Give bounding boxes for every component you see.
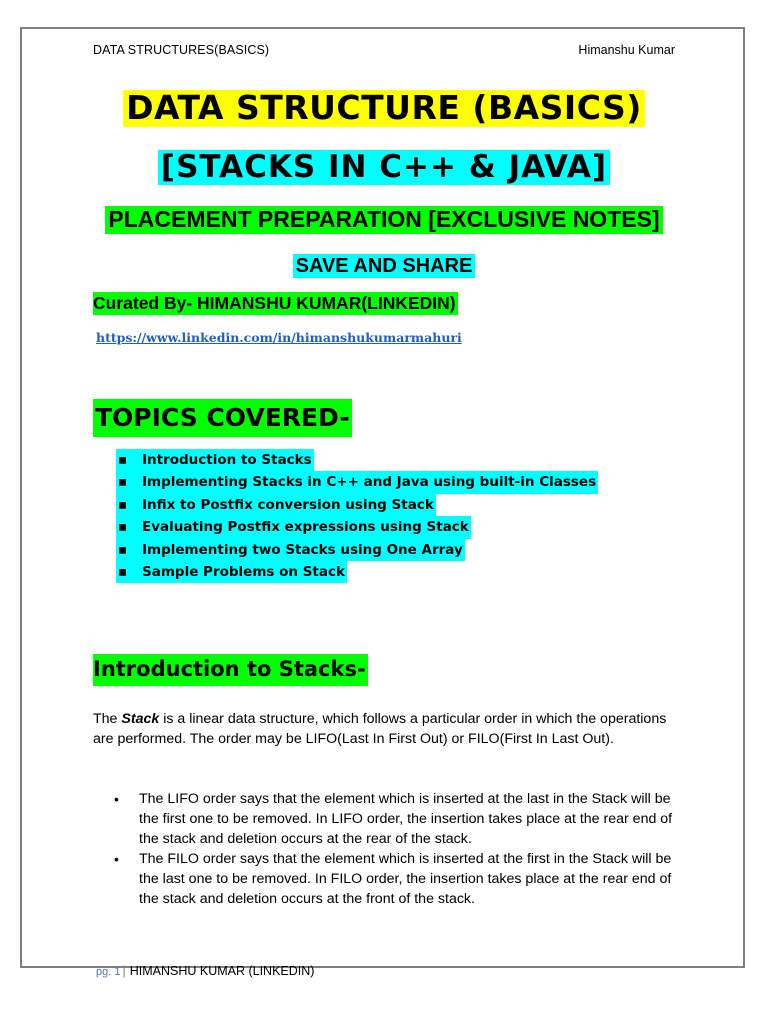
placement-heading: PLACEMENT PREPARATION [EXCLUSIVE NOTES]: [105, 206, 662, 234]
list-item: [116, 539, 598, 561]
main-title: DATA STRUCTURE (BASICS): [123, 90, 645, 127]
topic-label: Sample Problems on Stack: [142, 563, 345, 580]
main-title-row: [0, 90, 768, 127]
bullet-dot-icon: •: [114, 791, 119, 807]
header-right-text: Himanshu Kumar: [578, 43, 675, 57]
bullet-text: The FILO order says that the element which is inserted at the first in the Stack will be the last one to be removed. In FILO order, the insertion takes place at the rear end of the stack and deletion occurs at the front of the stack.: [139, 851, 672, 907]
topic-highlight: [116, 449, 314, 471]
square-bullet-icon: ▪: [118, 452, 128, 468]
list-item: [116, 471, 598, 493]
stack-term: Stack: [121, 711, 160, 728]
topic-label: Introduction to Stacks: [142, 452, 312, 468]
list-item: [116, 449, 598, 471]
list-item: [93, 789, 693, 849]
footer-text: HIMANSHU KUMAR (LINKEDIN): [129, 964, 315, 978]
save-and-share-heading: SAVE AND SHARE: [293, 254, 476, 278]
page-footer: [96, 964, 314, 978]
square-bullet-icon: ▪: [118, 519, 128, 536]
para-prefix: The: [93, 711, 122, 728]
linkedin-link[interactable]: https://www.linkedin.com/in/himanshukumarmahuri: [96, 330, 462, 345]
bullet-text: The LIFO order says that the element which is inserted at the last in the Stack will be the first one to be removed. In LIFO order, the insertion takes place at the rear end of the stack and deletion occurs at the rear of the stack.: [139, 791, 673, 847]
save-row: [0, 254, 768, 278]
square-bullet-icon: ▪: [118, 496, 128, 513]
intro-bullet-list: [93, 789, 693, 909]
topic-label: Implementing two Stacks using One Array: [142, 541, 463, 558]
square-bullet-icon: ▪: [118, 474, 128, 491]
topic-label: Infix to Postfix conversion using Stack: [142, 496, 434, 513]
subtitle: [STACKS IN C++ & JAVA]: [158, 150, 610, 185]
topic-highlight: [116, 539, 465, 561]
list-item: [116, 516, 598, 538]
topic-highlight: [116, 516, 471, 538]
topic-highlight: [116, 561, 347, 583]
topics-covered-heading: TOPICS COVERED-: [93, 399, 352, 437]
list-item: [116, 561, 598, 583]
curated-by-line: Curated By- HIMANSHU KUMAR(LINKEDIN): [93, 293, 456, 313]
topic-label: Implementing Stacks in C++ and Java using built-in Classes: [142, 474, 597, 491]
intro-paragraph: [93, 709, 683, 749]
bullet-dot-icon: •: [114, 851, 119, 867]
para-body: is a linear data structure, which follows a particular order in which the operations are performed. The order may be LIFO(Last In First Out) or FILO(First In Last Out).: [93, 711, 667, 748]
intro-heading: Introduction to Stacks-: [93, 654, 368, 686]
topic-highlight: [116, 471, 598, 493]
page-number: pg. 1: [96, 966, 121, 978]
placement-row: [0, 206, 768, 234]
header-left-text: DATA STRUCTURES(BASICS): [93, 43, 270, 57]
subtitle-row: [0, 150, 768, 185]
footer-separator: |: [122, 964, 126, 978]
square-bullet-icon: ▪: [118, 541, 128, 558]
square-bullet-icon: ▪: [118, 563, 128, 580]
topic-label: Evaluating Postfix expressions using Stack: [142, 519, 469, 536]
list-item: [93, 849, 693, 909]
topics-list: [116, 449, 598, 583]
list-item: [116, 494, 598, 516]
topic-highlight: [116, 494, 436, 516]
